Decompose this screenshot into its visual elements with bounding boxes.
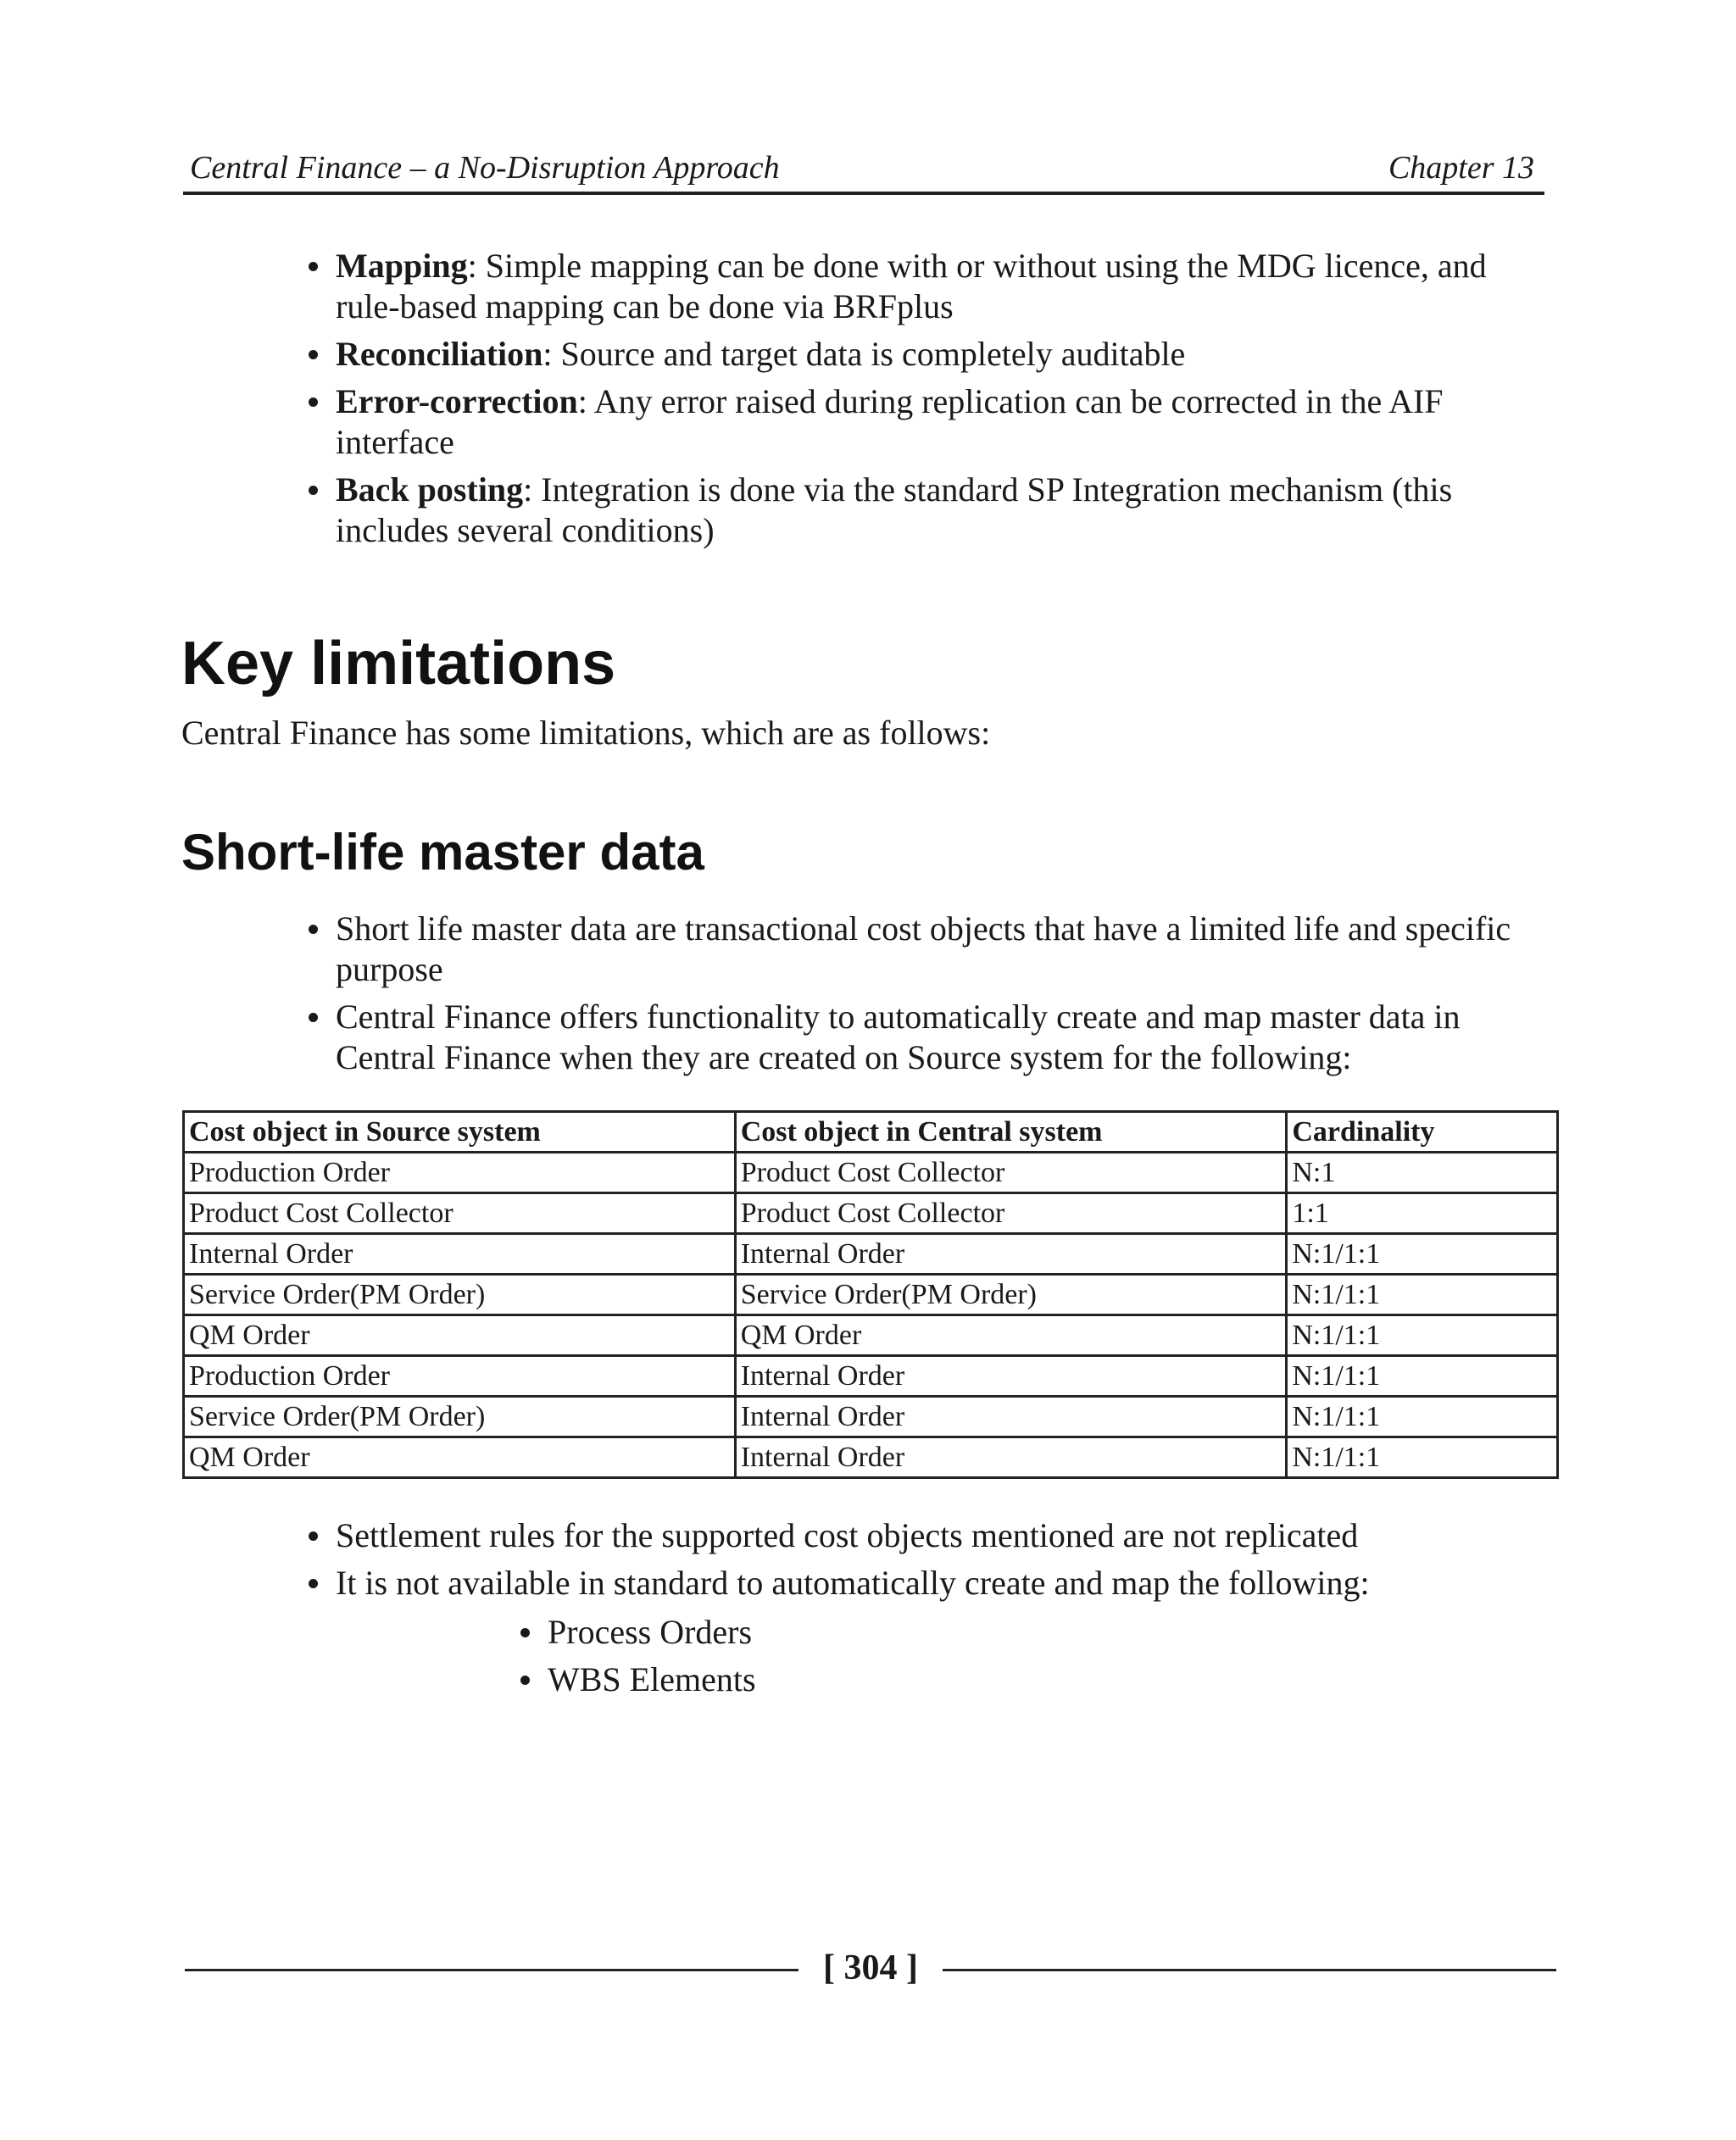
table-cell: Internal Order bbox=[735, 1437, 1287, 1478]
table-header-row bbox=[184, 1112, 1558, 1153]
list-item bbox=[336, 334, 1556, 375]
table-row bbox=[184, 1153, 1558, 1193]
list-item: It is not available in standard to automatically create and map the following: bbox=[336, 1563, 1556, 1604]
list-item bbox=[336, 381, 1556, 463]
table-cell: N:1/1:1 bbox=[1287, 1315, 1558, 1356]
bullet-text: : Source and target data is completely auditable bbox=[542, 335, 1186, 373]
nested-bullet-list bbox=[548, 1612, 1395, 1707]
table-cell: N:1/1:1 bbox=[1287, 1437, 1558, 1478]
table-cell: Production Order bbox=[184, 1153, 736, 1193]
footer-rule-right bbox=[943, 1969, 1556, 1971]
list-item: Short life master data are transactional cost objects that have a limited life and specific purpose bbox=[336, 909, 1556, 990]
table-cell: Product Cost Collector bbox=[735, 1193, 1287, 1234]
table-cell: N:1/1:1 bbox=[1287, 1356, 1558, 1397]
table-cell: Internal Order bbox=[184, 1234, 736, 1275]
column-header: Cardinality bbox=[1287, 1112, 1558, 1153]
table-cell: Service Order(PM Order) bbox=[184, 1275, 736, 1315]
bullet-text: : Simple mapping can be done with or without using the MDG licence, and rule-based mapping can be done via BRFplus bbox=[336, 247, 1487, 325]
list-item: Settlement rules for the supported cost objects mentioned are not replicated bbox=[336, 1515, 1556, 1556]
bullet-term: Error-correction bbox=[336, 382, 578, 420]
table-cell: QM Order bbox=[184, 1315, 736, 1356]
table-cell: N:1/1:1 bbox=[1287, 1275, 1558, 1315]
table-row bbox=[184, 1397, 1558, 1437]
bullet-term: Back posting bbox=[336, 470, 524, 509]
cost-object-table bbox=[182, 1110, 1559, 1479]
page-number: [ 304 ] bbox=[823, 1948, 918, 1987]
limitations-bullet-list bbox=[336, 1515, 1556, 1610]
bullet-text: : Any error raised during replication can be corrected in the AIF interface bbox=[336, 382, 1444, 461]
table-cell: N:1/1:1 bbox=[1287, 1234, 1558, 1275]
column-header: Cost object in Source system bbox=[184, 1112, 736, 1153]
bullet-term: Mapping bbox=[336, 247, 468, 285]
table-cell: Product Cost Collector bbox=[184, 1193, 736, 1234]
table-cell: QM Order bbox=[184, 1437, 736, 1478]
table-cell: Internal Order bbox=[735, 1356, 1287, 1397]
table-cell: N:1 bbox=[1287, 1153, 1558, 1193]
table-cell: Service Order(PM Order) bbox=[184, 1397, 736, 1437]
bullet-term: Reconciliation bbox=[336, 335, 543, 373]
table-cell: Internal Order bbox=[735, 1397, 1287, 1437]
list-item: WBS Elements bbox=[548, 1659, 1395, 1700]
list-item bbox=[336, 470, 1556, 551]
table-cell: Production Order bbox=[184, 1356, 736, 1397]
bullet-text: : Integration is done via the standard SP Integration mechanism (this includes several conditions) bbox=[336, 470, 1453, 549]
list-item: Central Finance offers functionality to automatically create and map master data in Central Finance when they are created on Source system for the following: bbox=[336, 997, 1556, 1078]
table-row bbox=[184, 1193, 1558, 1234]
section-intro: Central Finance has some limitations, which are as follows: bbox=[181, 714, 991, 752]
section-heading: Key limitations bbox=[181, 630, 616, 698]
table-cell: 1:1 bbox=[1287, 1193, 1558, 1234]
table-row bbox=[184, 1356, 1558, 1397]
column-header: Cost object in Central system bbox=[735, 1112, 1287, 1153]
feature-bullet-list bbox=[336, 246, 1556, 558]
table-row bbox=[184, 1234, 1558, 1275]
table-cell: Internal Order bbox=[735, 1234, 1287, 1275]
table-cell: N:1/1:1 bbox=[1287, 1397, 1558, 1437]
page-footer bbox=[185, 1943, 1556, 1993]
running-header bbox=[183, 144, 1544, 195]
table-cell: Service Order(PM Order) bbox=[735, 1275, 1287, 1315]
table-row bbox=[184, 1437, 1558, 1478]
list-item: Process Orders bbox=[548, 1612, 1395, 1653]
short-life-bullet-list bbox=[336, 909, 1556, 1085]
table-row bbox=[184, 1315, 1558, 1356]
table-cell: QM Order bbox=[735, 1315, 1287, 1356]
list-item bbox=[336, 246, 1556, 327]
chapter-label: Chapter 13 bbox=[1388, 150, 1534, 186]
table-row bbox=[184, 1275, 1558, 1315]
book-title: Central Finance – a No-Disruption Approach bbox=[190, 150, 780, 186]
table-cell: Product Cost Collector bbox=[735, 1153, 1287, 1193]
subsection-heading: Short-life master data bbox=[181, 824, 704, 881]
